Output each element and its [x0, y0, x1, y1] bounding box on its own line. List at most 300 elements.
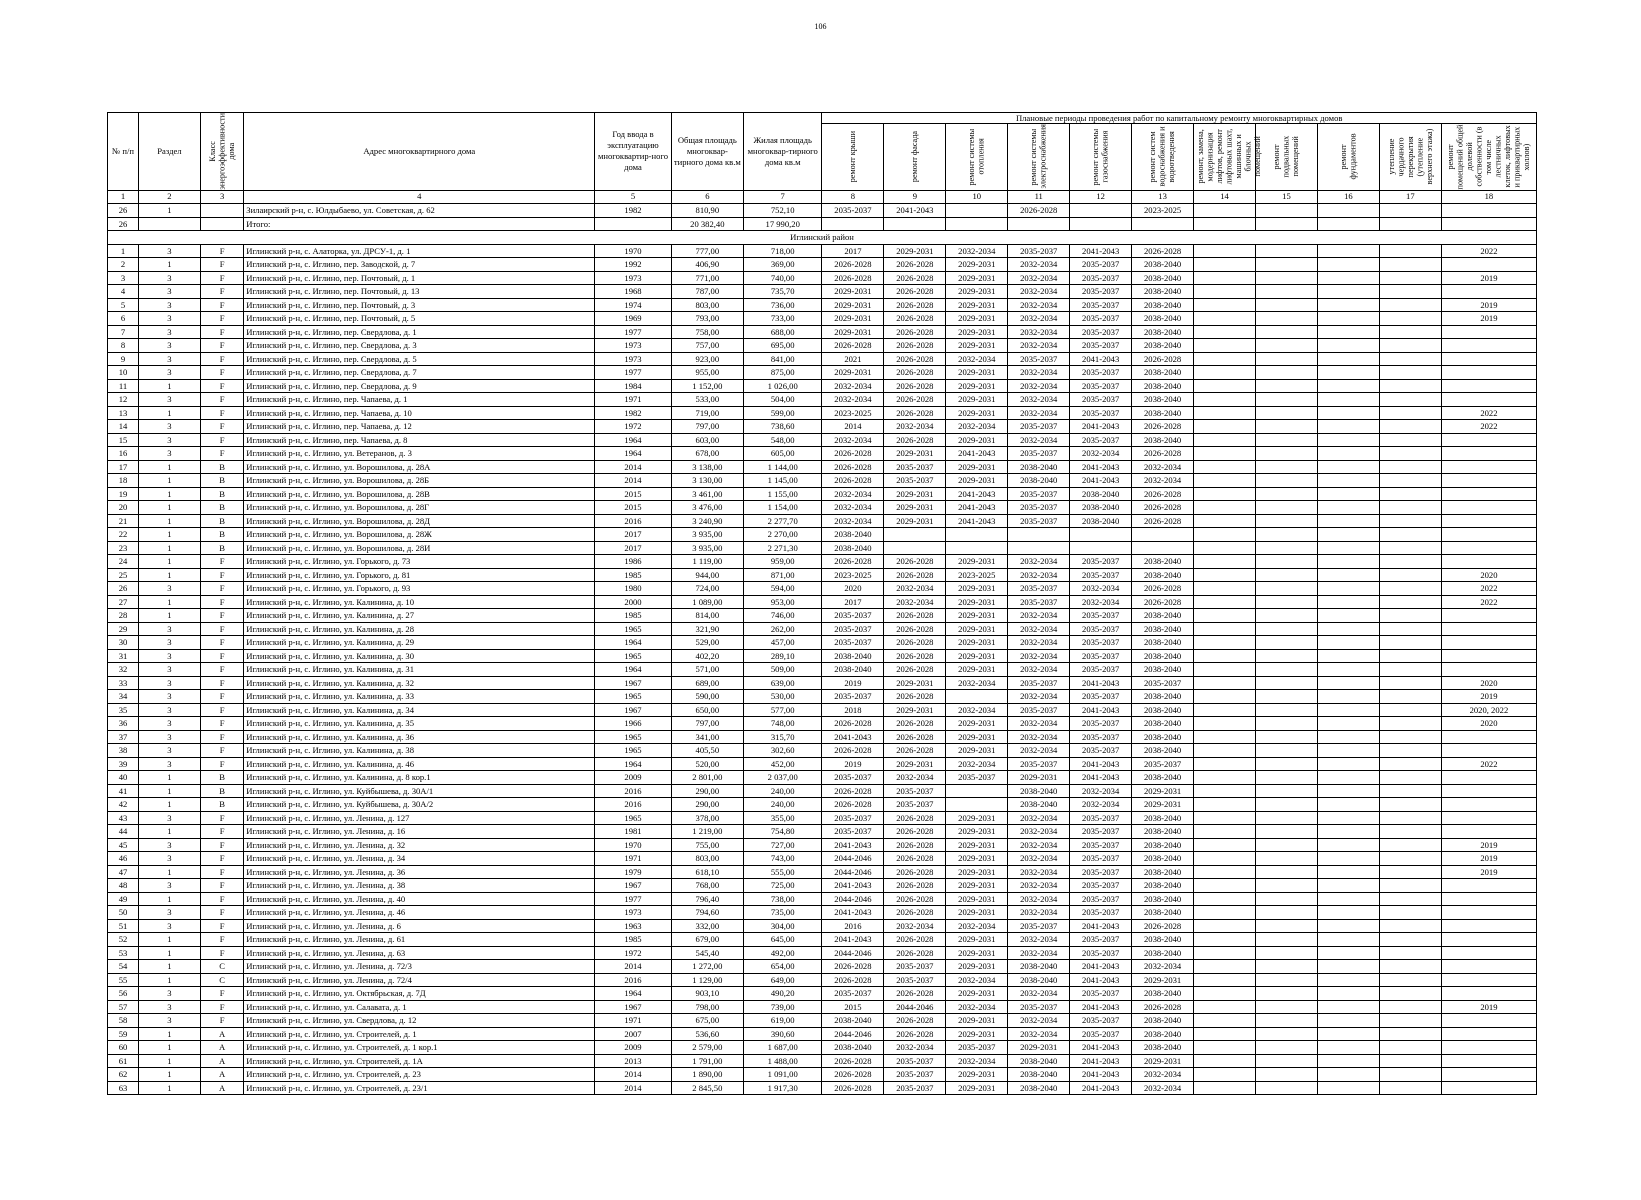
row-work-period: 2038-2040	[1008, 1054, 1070, 1068]
row-work-period: 2035-2037	[1070, 636, 1132, 650]
row-section: 3	[138, 271, 200, 285]
row-work-period: 2038-2040	[822, 1014, 884, 1028]
row-address: Иглинский р-н, с. Иглино, ул. Ленина, д. 72/4	[244, 973, 595, 987]
row-work-period: 2044-2046	[884, 1000, 946, 1014]
capital-repair-table	[107, 112, 1537, 1095]
row-address: Иглинский р-н, с. Алаторка, ул. ДРСУ-1, д. 1	[244, 244, 595, 258]
row-total-area: 3 935,00	[671, 541, 743, 555]
row-living-area: 727,00	[743, 838, 821, 852]
row-work-period: 2026-2028	[1132, 487, 1194, 501]
row-work-period	[1256, 838, 1318, 852]
row-work-period	[1256, 568, 1318, 582]
row-num: 7	[108, 325, 139, 339]
row-work-period	[1194, 1014, 1256, 1028]
row-section: 1	[138, 204, 200, 218]
row-work-period	[946, 541, 1008, 555]
row-address: Иглинский р-н, с. Иглино, пер. Почтовый, д. 1	[244, 271, 595, 285]
row-work-period	[1194, 460, 1256, 474]
row-num: 23	[108, 541, 139, 555]
row-work-period: 2029-2031	[946, 933, 1008, 947]
row-energy-class: F	[200, 703, 243, 717]
row-energy-class	[200, 204, 243, 218]
row-work-period: 2038-2040	[822, 1041, 884, 1055]
row-year: 1964	[595, 757, 671, 771]
row-work-period	[1256, 987, 1318, 1001]
row-work-period: 2032-2034	[884, 919, 946, 933]
row-total-area: 675,00	[671, 1014, 743, 1028]
header-energy-class: Класс энергоэффективности дома	[200, 113, 243, 191]
row-total-area: 533,00	[671, 393, 743, 407]
row-work-period: 2032-2034	[1008, 1014, 1070, 1028]
row-address: Иглинский р-н, с. Иглино, ул. Ленина, д. 72/3	[244, 960, 595, 974]
row-work-period: 2019	[1441, 312, 1536, 326]
row-work-period: 2038-2040	[1132, 1027, 1194, 1041]
row-work-period: 2032-2034	[1008, 271, 1070, 285]
row-address: Иглинский р-н, с. Иглино, ул. Строителей, д. 1 кор.1	[244, 1041, 595, 1055]
row-living-area: 490,20	[743, 987, 821, 1001]
row-work-period: 2032-2034	[1008, 730, 1070, 744]
row-work-period: 2035-2037	[822, 811, 884, 825]
header-living-area: Жилая площадь многоквар-тирного дома кв.м	[743, 113, 821, 191]
row-work-period: 2029-2031	[946, 892, 1008, 906]
row-address: Иглинский р-н, с. Иглино, ул. Калинина, д. 32	[244, 676, 595, 690]
row-energy-class: F	[200, 258, 243, 272]
row-work-period	[1256, 555, 1318, 569]
row-energy-class: F	[200, 298, 243, 312]
row-work-period	[1379, 879, 1441, 893]
row-work-period	[1256, 271, 1318, 285]
row-living-area: 315,70	[743, 730, 821, 744]
row-work-period: 2035-2037	[946, 771, 1008, 785]
row-work-period: 2020	[1441, 717, 1536, 731]
row-work-period: 2041-2043	[1070, 1054, 1132, 1068]
header-work-13: ремонт систем водоснабжения и водоотведения	[1132, 124, 1194, 190]
row-work-period: 2026-2028	[884, 393, 946, 407]
row-work-period	[1256, 433, 1318, 447]
row-energy-class: F	[200, 649, 243, 663]
row-work-period: 2032-2034	[822, 433, 884, 447]
row-total-area: 724,00	[671, 582, 743, 596]
row-work-period: 2035-2037	[1070, 717, 1132, 731]
row-work-period	[1441, 636, 1536, 650]
row-work-period	[1256, 960, 1318, 974]
row-work-period	[1379, 474, 1441, 488]
row-work-period	[1379, 811, 1441, 825]
row-work-period	[1194, 784, 1256, 798]
row-work-period: 2026-2028	[884, 406, 946, 420]
row-num: 27	[108, 595, 139, 609]
row-living-area: 695,00	[743, 339, 821, 353]
row-address: Иглинский р-н, с. Иглино, ул. Ленина, д. 61	[244, 933, 595, 947]
row-work-period: 2035-2037	[1070, 298, 1132, 312]
row-work-period: 2035-2037	[822, 204, 884, 218]
row-work-period: 2032-2034	[946, 352, 1008, 366]
row-work-period: 2026-2028	[822, 447, 884, 461]
row-work-period: 2026-2028	[1132, 595, 1194, 609]
row-work-period: 2029-2031	[822, 312, 884, 326]
row-section: 1	[138, 798, 200, 812]
row-living-area: 2 037,00	[743, 771, 821, 785]
row-work-period: 2026-2028	[884, 609, 946, 623]
row-total-area: 3 240,90	[671, 514, 743, 528]
row-work-period: 2029-2031	[946, 312, 1008, 326]
row-address: Иглинский р-н, с. Иглино, пер. Свердлова, д. 1	[244, 325, 595, 339]
row-work-period	[1194, 285, 1256, 299]
row-num: 46	[108, 852, 139, 866]
row-work-period	[1194, 690, 1256, 704]
row-living-area: 355,00	[743, 811, 821, 825]
row-work-period	[1256, 717, 1318, 731]
row-work-period: 2026-2028	[884, 933, 946, 947]
row-living-area: 2 271,30	[743, 541, 821, 555]
row-living-area: 875,00	[743, 366, 821, 380]
row-year: 1970	[595, 244, 671, 258]
row-work-period: 2026-2028	[822, 960, 884, 974]
row-work-period: 2023-2025	[946, 568, 1008, 582]
row-work-period: 2032-2034	[1008, 892, 1070, 906]
row-work-period	[1379, 244, 1441, 258]
row-work-period: 2029-2031	[946, 622, 1008, 636]
row-energy-class: F	[200, 393, 243, 407]
row-work-period	[1441, 973, 1536, 987]
row-work-period: 2026-2028	[884, 663, 946, 677]
row-living-area: 619,00	[743, 1014, 821, 1028]
row-work-period: 2026-2028	[884, 271, 946, 285]
row-work-period	[1317, 811, 1379, 825]
table-row	[108, 784, 1537, 798]
row-work-period	[946, 798, 1008, 812]
row-work-period	[1256, 420, 1318, 434]
row-num: 1	[108, 244, 139, 258]
row-section: 3	[138, 717, 200, 731]
header-work-9: ремонт фасада	[884, 124, 946, 190]
row-work-period	[1194, 595, 1256, 609]
row-work-period	[1441, 798, 1536, 812]
row-year: 1963	[595, 919, 671, 933]
row-total-area: 797,00	[671, 420, 743, 434]
row-work-period	[1441, 744, 1536, 758]
row-energy-class: B	[200, 501, 243, 515]
row-energy-class: F	[200, 852, 243, 866]
row-work-period: 2035-2037	[1070, 852, 1132, 866]
row-work-period: 2038-2040	[1132, 555, 1194, 569]
row-num: 51	[108, 919, 139, 933]
row-work-period: 2026-2028	[884, 433, 946, 447]
row-section: 3	[138, 298, 200, 312]
row-work-period: 2032-2034	[1008, 433, 1070, 447]
row-year: 1965	[595, 744, 671, 758]
row-work-period	[1194, 744, 1256, 758]
row-total-area: 571,00	[671, 663, 743, 677]
row-work-period	[1379, 514, 1441, 528]
row-work-period	[1317, 622, 1379, 636]
row-work-period: 2041-2043	[1070, 771, 1132, 785]
row-living-area: 743,00	[743, 852, 821, 866]
row-address: Иглинский р-н, с. Иглино, пер. Свердлова, д. 7	[244, 366, 595, 380]
row-work-period: 2041-2043	[822, 838, 884, 852]
row-work-period	[1441, 204, 1536, 218]
row-work-period	[1441, 1041, 1536, 1055]
column-number: 5	[595, 190, 671, 204]
row-work-period: 2026-2028	[822, 717, 884, 731]
row-work-period	[1317, 555, 1379, 569]
row-work-period: 2032-2034	[1008, 406, 1070, 420]
row-address: Иглинский р-н, с. Иглино, ул. Ленина, д. 32	[244, 838, 595, 852]
row-energy-class: F	[200, 325, 243, 339]
row-num: 39	[108, 757, 139, 771]
header-section: Раздел	[138, 113, 200, 191]
row-year: 2013	[595, 1054, 671, 1068]
row-living-area: 1 488,00	[743, 1054, 821, 1068]
row-total-area: 290,00	[671, 784, 743, 798]
row-work-period: 2035-2037	[1070, 663, 1132, 677]
row-num: 26	[108, 204, 139, 218]
row-work-period	[1194, 649, 1256, 663]
table-row	[108, 352, 1537, 366]
row-work-period: 2026-2028	[822, 271, 884, 285]
row-work-period	[1256, 474, 1318, 488]
column-number: 11	[1008, 190, 1070, 204]
row-work-period	[1256, 1000, 1318, 1014]
row-total-area: 679,00	[671, 933, 743, 947]
row-num: 41	[108, 784, 139, 798]
row-work-period: 2026-2028	[822, 258, 884, 272]
row-work-period	[1256, 447, 1318, 461]
row-work-period	[1256, 1081, 1318, 1095]
row-work-period	[1194, 663, 1256, 677]
row-year: 1965	[595, 811, 671, 825]
row-work-period: 2038-2040	[1070, 501, 1132, 515]
row-living-area: 645,00	[743, 933, 821, 947]
table-row	[108, 298, 1537, 312]
row-section: 3	[138, 393, 200, 407]
row-work-period: 2026-2028	[884, 366, 946, 380]
row-work-period: 2035-2037	[1070, 258, 1132, 272]
row-year: 1972	[595, 946, 671, 960]
row-work-period	[1194, 879, 1256, 893]
row-work-period: 2026-2028	[884, 298, 946, 312]
row-work-period	[1194, 987, 1256, 1001]
total-empty	[1008, 217, 1070, 231]
row-num: 38	[108, 744, 139, 758]
row-address: Иглинский р-н, с. Иглино, ул. Калинина, д. 46	[244, 757, 595, 771]
column-number: 17	[1379, 190, 1441, 204]
row-year: 1977	[595, 366, 671, 380]
row-work-period: 2029-2031	[946, 595, 1008, 609]
row-address: Иглинский р-н, с. Иглино, ул. Ленина, д. 16	[244, 825, 595, 839]
table-row	[108, 622, 1537, 636]
total-empty	[138, 217, 200, 231]
row-work-period: 2029-2031	[1132, 784, 1194, 798]
row-work-period: 2026-2028	[884, 568, 946, 582]
row-work-period: 2029-2031	[884, 676, 946, 690]
table-row	[108, 865, 1537, 879]
row-work-period: 2019	[1441, 852, 1536, 866]
row-section: 1	[138, 1068, 200, 1082]
row-work-period: 2038-2040	[1132, 744, 1194, 758]
row-work-period: 2026-2028	[884, 946, 946, 960]
row-work-period: 2038-2040	[822, 528, 884, 542]
row-work-period: 2032-2034	[884, 595, 946, 609]
row-num: 35	[108, 703, 139, 717]
row-work-period: 2032-2034	[946, 1054, 1008, 1068]
row-work-period	[1441, 919, 1536, 933]
row-work-period: 2038-2040	[1132, 825, 1194, 839]
total-empty	[1379, 217, 1441, 231]
row-work-period	[1379, 609, 1441, 623]
row-total-area: 402,20	[671, 649, 743, 663]
row-year: 1992	[595, 258, 671, 272]
row-num: 44	[108, 825, 139, 839]
row-work-period: 2026-2028	[1132, 582, 1194, 596]
row-work-period: 2041-2043	[1070, 1041, 1132, 1055]
row-work-period: 2032-2034	[1008, 933, 1070, 947]
row-work-period: 2026-2028	[884, 811, 946, 825]
table-row	[108, 541, 1537, 555]
row-living-area: 577,00	[743, 703, 821, 717]
row-work-period: 2038-2040	[1132, 636, 1194, 650]
row-energy-class: B	[200, 514, 243, 528]
row-work-period: 2035-2037	[1008, 420, 1070, 434]
row-address: Иглинский р-н, с. Иглино, ул. Калинина, д. 31	[244, 663, 595, 677]
row-work-period	[1256, 690, 1318, 704]
row-year: 2016	[595, 514, 671, 528]
row-energy-class: A	[200, 1041, 243, 1055]
row-work-period: 2035-2037	[1008, 919, 1070, 933]
row-energy-class: C	[200, 960, 243, 974]
row-energy-class: F	[200, 609, 243, 623]
row-num: 3	[108, 271, 139, 285]
row-work-period: 2032-2034	[1008, 298, 1070, 312]
row-work-period	[1379, 501, 1441, 515]
row-work-period	[1441, 325, 1536, 339]
row-address: Иглинский р-н, с. Иглино, пер. Свердлова, д. 3	[244, 339, 595, 353]
row-work-period	[1379, 366, 1441, 380]
row-work-period	[1194, 1041, 1256, 1055]
row-work-period: 2038-2040	[1132, 271, 1194, 285]
row-work-period: 2041-2043	[1070, 420, 1132, 434]
row-work-period: 2035-2037	[1008, 757, 1070, 771]
row-living-area: 302,60	[743, 744, 821, 758]
row-work-period	[1132, 528, 1194, 542]
row-total-area: 341,00	[671, 730, 743, 744]
row-work-period	[1379, 1081, 1441, 1095]
row-section: 3	[138, 622, 200, 636]
row-living-area: 509,00	[743, 663, 821, 677]
row-work-period: 2041-2043	[946, 487, 1008, 501]
row-year: 1966	[595, 717, 671, 731]
row-energy-class: F	[200, 285, 243, 299]
row-work-period	[1317, 501, 1379, 515]
row-work-period	[1070, 204, 1132, 218]
row-section: 3	[138, 757, 200, 771]
row-num: 58	[108, 1014, 139, 1028]
row-work-period: 2035-2037	[1008, 595, 1070, 609]
row-work-period	[1256, 933, 1318, 947]
row-work-period: 2026-2028	[884, 339, 946, 353]
table-row	[108, 744, 1537, 758]
row-total-area: 1 890,00	[671, 1068, 743, 1082]
row-work-period: 2032-2034	[946, 973, 1008, 987]
row-work-period: 2035-2037	[884, 1081, 946, 1095]
row-total-area: 803,00	[671, 298, 743, 312]
row-living-area: 738,00	[743, 892, 821, 906]
row-total-area: 520,00	[671, 757, 743, 771]
row-work-period: 2035-2037	[1070, 879, 1132, 893]
row-year: 1974	[595, 298, 671, 312]
row-work-period	[1379, 771, 1441, 785]
row-work-period	[1441, 649, 1536, 663]
row-living-area: 959,00	[743, 555, 821, 569]
row-work-period	[1441, 784, 1536, 798]
row-living-area: 748,00	[743, 717, 821, 731]
row-work-period: 2038-2040	[822, 663, 884, 677]
row-work-period: 2020	[1441, 676, 1536, 690]
row-work-period: 2032-2034	[1070, 447, 1132, 461]
row-work-period	[1194, 717, 1256, 731]
row-living-area: 599,00	[743, 406, 821, 420]
row-work-period	[1194, 447, 1256, 461]
row-year: 2016	[595, 784, 671, 798]
row-section: 3	[138, 649, 200, 663]
row-work-period	[946, 690, 1008, 704]
row-work-period	[1317, 460, 1379, 474]
row-work-period: 2032-2034	[946, 676, 1008, 690]
table-row	[108, 811, 1537, 825]
row-num: 13	[108, 406, 139, 420]
row-work-period	[1379, 906, 1441, 920]
row-work-period: 2026-2028	[822, 460, 884, 474]
row-address: Иглинский р-н, с. Иглино, ул. Горького, д. 81	[244, 568, 595, 582]
row-address: Иглинский р-н, с. Иглино, ул. Калинина, д. 27	[244, 609, 595, 623]
column-number: 2	[138, 190, 200, 204]
row-address: Иглинский р-н, с. Иглино, ул. Горького, д. 93	[244, 582, 595, 596]
row-work-period	[1441, 906, 1536, 920]
row-work-period	[1194, 514, 1256, 528]
row-work-period: 2032-2034	[1008, 838, 1070, 852]
row-year: 1971	[595, 1014, 671, 1028]
row-total-area: 810,90	[671, 204, 743, 218]
row-work-period	[1194, 771, 1256, 785]
row-work-period	[1256, 757, 1318, 771]
table-row	[108, 1081, 1537, 1095]
table-row	[108, 420, 1537, 434]
row-year: 1977	[595, 325, 671, 339]
row-num: 52	[108, 933, 139, 947]
row-work-period: 2038-2040	[1070, 487, 1132, 501]
row-living-area: 548,00	[743, 433, 821, 447]
row-work-period: 2029-2031	[884, 447, 946, 461]
row-work-period	[1256, 919, 1318, 933]
row-work-period: 2041-2043	[946, 447, 1008, 461]
row-work-period: 2029-2031	[946, 474, 1008, 488]
row-work-period: 2035-2037	[884, 973, 946, 987]
row-work-period: 2038-2040	[1008, 784, 1070, 798]
row-work-period	[1379, 690, 1441, 704]
row-section: 1	[138, 973, 200, 987]
row-year: 2015	[595, 501, 671, 515]
header-num: № п/п	[108, 113, 139, 191]
row-work-period: 2035-2037	[1008, 244, 1070, 258]
row-total-area: 378,00	[671, 811, 743, 825]
row-work-period	[1441, 474, 1536, 488]
row-work-period: 2035-2037	[1070, 285, 1132, 299]
row-work-period: 2026-2028	[884, 892, 946, 906]
row-total-area: 1 219,00	[671, 825, 743, 839]
row-energy-class: F	[200, 663, 243, 677]
row-work-period: 2035-2037	[1008, 514, 1070, 528]
row-energy-class: F	[200, 1014, 243, 1028]
